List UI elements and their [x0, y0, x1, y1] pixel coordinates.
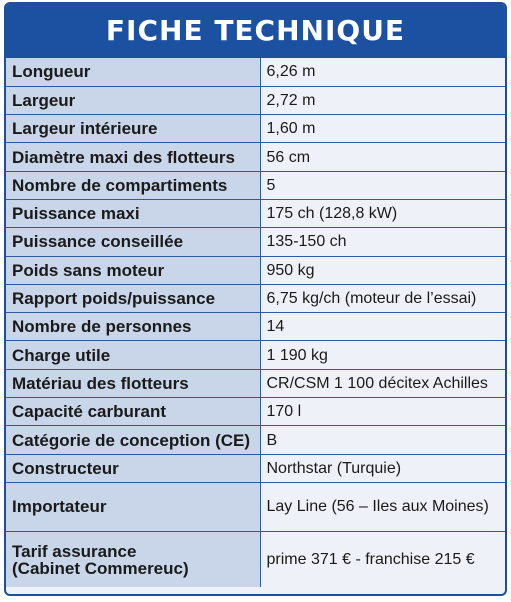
row-label: Poids sans moteur	[6, 256, 260, 284]
table-row	[6, 341, 505, 369]
row-value: 5	[260, 171, 505, 199]
table-row	[6, 256, 505, 284]
row-label: Rapport poids/puissance	[6, 284, 260, 312]
spec-table	[6, 58, 505, 587]
row-label-multiline	[6, 531, 260, 587]
table-row	[6, 369, 505, 397]
table-row	[6, 171, 505, 199]
table-row	[6, 398, 505, 426]
table-row	[6, 482, 505, 531]
spec-title: FICHE TECHNIQUE	[105, 13, 406, 47]
table-row	[6, 86, 505, 114]
row-value: 6,75 kg/ch (moteur de l’essai)	[260, 284, 505, 312]
table-row	[6, 531, 505, 587]
row-value: CR/CSM 1 100 décitex Achilles	[260, 369, 505, 397]
row-label: Matériau des flotteurs	[6, 369, 260, 397]
row-value: B	[260, 426, 505, 454]
row-label: Catégorie de conception (CE)	[6, 426, 260, 454]
row-value: 1 190 kg	[260, 341, 505, 369]
spec-header	[6, 4, 505, 58]
table-row	[6, 143, 505, 171]
row-value: 56 cm	[260, 143, 505, 171]
table-row	[6, 426, 505, 454]
table-row	[6, 58, 505, 86]
row-label-line: Tarif assurance	[12, 541, 137, 561]
row-value: 170 l	[260, 398, 505, 426]
table-row	[6, 284, 505, 312]
row-label: Nombre de personnes	[6, 313, 260, 341]
row-value: 950 kg	[260, 256, 505, 284]
row-label: Charge utile	[6, 341, 260, 369]
row-label: Importateur	[6, 482, 260, 531]
row-label: Largeur intérieure	[6, 115, 260, 143]
row-label: Diamètre maxi des flotteurs	[6, 143, 260, 171]
row-label: Largeur	[6, 86, 260, 114]
row-value: 1,60 m	[260, 115, 505, 143]
row-value: 135-150 ch	[260, 228, 505, 256]
table-row	[6, 313, 505, 341]
row-label: Puissance conseillée	[6, 228, 260, 256]
row-value: 14	[260, 313, 505, 341]
row-value: Lay Line (56 – Iles aux Moines)	[260, 482, 505, 531]
table-row	[6, 454, 505, 482]
table-row	[6, 115, 505, 143]
row-label: Constructeur	[6, 454, 260, 482]
row-label-line: (Cabinet Commereuc)	[12, 558, 189, 578]
row-label: Longueur	[6, 58, 260, 86]
row-label: Nombre de compartiments	[6, 171, 260, 199]
table-row	[6, 228, 505, 256]
spec-sheet	[4, 2, 507, 596]
row-value: 175 ch (128,8 kW)	[260, 199, 505, 227]
row-label: Puissance maxi	[6, 199, 260, 227]
row-value: prime 371 € - franchise 215 €	[260, 531, 505, 587]
row-value: Northstar (Turquie)	[260, 454, 505, 482]
row-value: 6,26 m	[260, 58, 505, 86]
table-row	[6, 199, 505, 227]
row-value: 2,72 m	[260, 86, 505, 114]
row-label: Capacité carburant	[6, 398, 260, 426]
